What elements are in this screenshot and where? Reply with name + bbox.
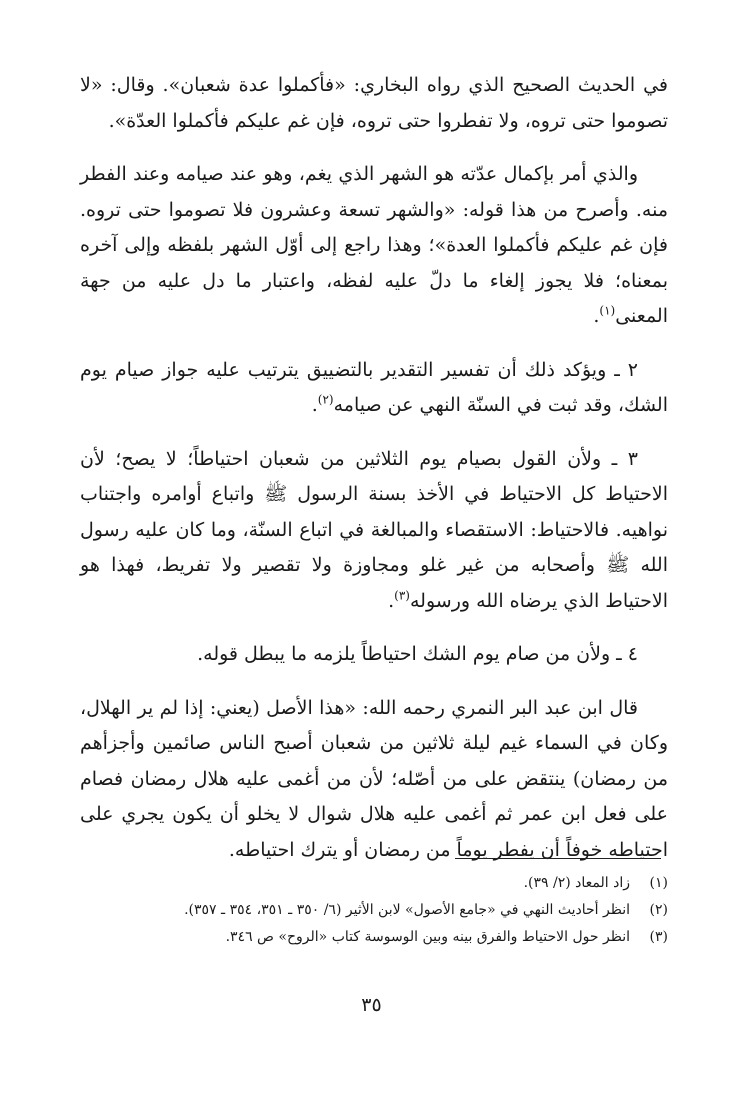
footnote-text: زاد المعاد (٢/ ٣٩).: [523, 875, 630, 891]
paragraph-text: قال ابن عبد البر النمري رحمه الله: «هذا الأصل (يعني: إذا لم ير الهلال، وكان في السماء غيم ليلة ثلاثين من شعبان أصبح الناس صائمين وأجزأهم من رمضان) ينتقض على من أصّله؛ لأن من أغمى عليه هلال رمضان فصام على فعل ابن عمر ثم أغمى عليه هلال شوال لا يخلو أن يكون يجري على احتياطه خوفاً أن يفطر يوماً من رمضان أو يترك احتياطه.: [80, 696, 668, 861]
footnote-divider: [455, 858, 661, 859]
paragraph-text: والذي أمر بإكمال عدّته هو الشهر الذي يغم، وهو عند صيامه وعند الفطر منه. وأصرح من هذا قوله: «والشهر تسعة وعشرون فلا تصوموا حتى تروه. فإن غم عليكم فأكملوا العدة»؛ وهذا راجع إلى أوّل الشهر بلفظه وإلى آخره بمعناه؛ فلا يجوز إلغاء ما دلّ عليه لفظه، واعتبار ما دل عليه من جهة المعنى: [80, 163, 669, 327]
paragraph-end: .: [388, 589, 395, 612]
footnote-number: (٢): [649, 902, 668, 918]
paragraph-6: [80, 691, 668, 869]
footnote-text: انظر حول الاحتياط والفرق بينه وبين الوسوسة كتاب «الروح» ص ٣٤٦.: [225, 929, 630, 945]
page-number: ٣٥: [361, 994, 382, 1016]
paragraph-text: ٤ ـ ولأن من صام يوم الشك احتياطاً يلزمه ما يبطل قوله.: [197, 643, 638, 665]
paragraph-end: .: [593, 305, 600, 327]
footnote-ref-2: (٢): [317, 392, 334, 407]
paragraph-end: .: [311, 394, 318, 416]
paragraph-1: [80, 68, 668, 139]
footnote-number: (٣): [649, 929, 668, 945]
paragraph-text: في الحديث الصحيح الذي رواه البخاري: «فأكملوا عدة شعبان». وقال: «لا تصوموا حتى تروه، ولا تفطروا حتى تروه، فإن غم عليكم فأكملوا العدّة».: [80, 74, 668, 132]
footnote-ref-3: (٣): [394, 588, 410, 603]
footnotes: [80, 870, 668, 951]
footnote-3: [80, 924, 668, 951]
paragraph-text: ٣ ـ ولأن القول بصيام يوم الثلاثين من شعبان احتياطاً؛ لا يصح؛ لأن الاحتياط كل الاحتياط في الأخذ بسنة الرسول ﷺ واتباع أوامره واجتناب نواهيه. فالاحتياط: الاستقصاء والمبالغة في اتباع السنّة، وما كان عليه رسول الله ﷺ وأصحابه من غير غلو ومجاوزة ولا تقصير ولا تفريط، فهذا هو الاحتياط الذي يرضاه الله ورسوله: [80, 447, 668, 612]
paragraph-2: [80, 157, 668, 335]
footnote-number: (١): [649, 875, 668, 891]
main-text: [80, 68, 668, 886]
footnote-text: انظر أحاديث النهي في «جامع الأصول» لابن الأثير (٦/ ٣٥٠ ـ ٣٥١، ٣٥٤ ـ ٣٥٧).: [184, 902, 630, 918]
paragraph-text: ٢ ـ ويؤكد ذلك أن تفسير التقدير بالتضييق يترتيب عليه جواز صيام يوم الشك، وقد ثبت في السنّة النهي عن صيامه: [80, 358, 668, 416]
footnote-ref-1: (١): [599, 303, 616, 318]
paragraph-3: [80, 353, 668, 424]
paragraph-5: [80, 637, 668, 673]
paragraph-4: [80, 442, 668, 620]
footnote-2: [80, 897, 668, 924]
footnote-1: [80, 870, 668, 897]
